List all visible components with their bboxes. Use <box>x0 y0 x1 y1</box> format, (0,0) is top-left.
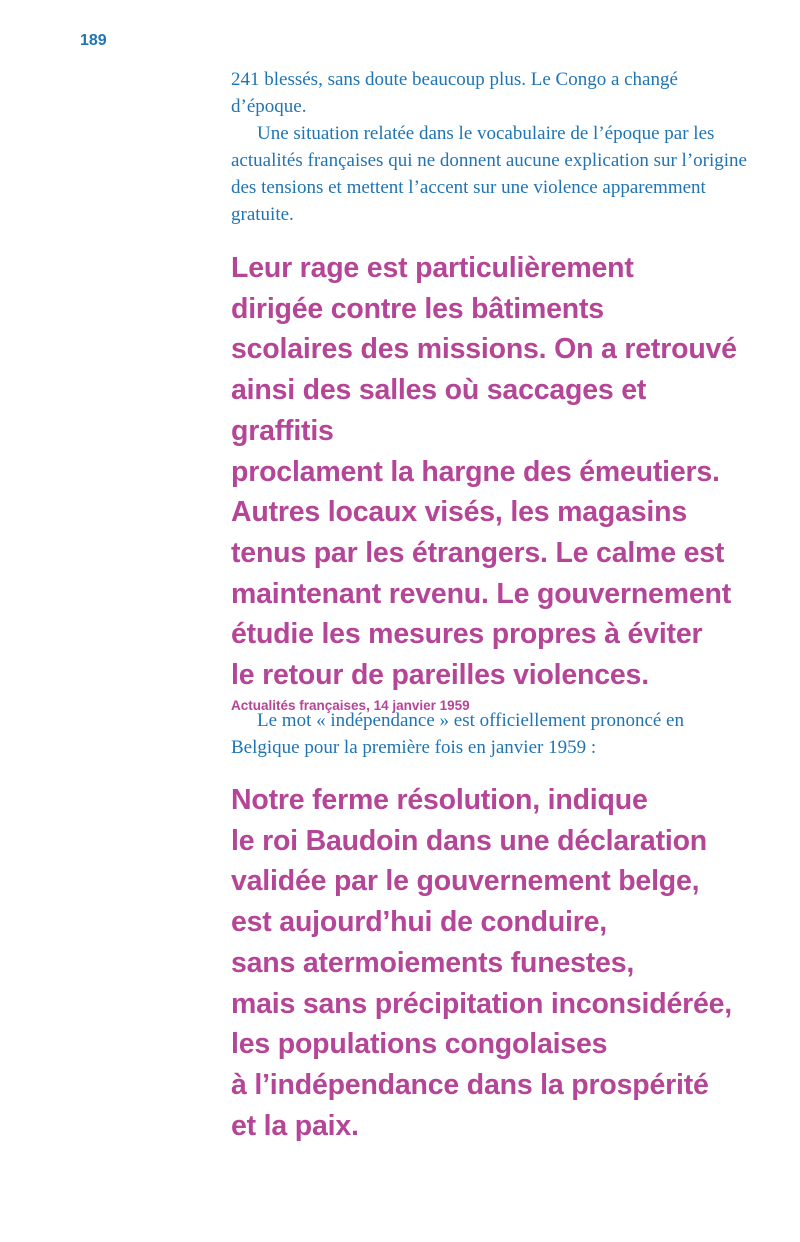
quote-king-text: Notre ferme résolution, indique le roi Baudoin dans une déclaration validée par le gouvernement belge, est aujourd’hui de conduire, sans atermoiements funestes, mais sans précipitation inconsidérée, les populations congolaises à l’indépendance dans la prospérité et la paix. <box>231 784 733 1142</box>
quote-news-text: Leur rage est particulièrement dirigée contre les bâtiments scolaires des missions. On a retrouvé ainsi des salles où saccages et graffitis proclament la hargne des émeutiers. Autres locaux visés, les magasins tenus par les étrangers. Le calme est maintenant revenu. Le gouvernement étudie les mesures propres à éviter le retour de pareilles violences. <box>231 252 737 692</box>
quote-news-source: Actualités françaises, 14 janvier 1959 <box>231 697 470 713</box>
independence-text-block <box>231 707 756 761</box>
paragraph-independence: Le mot « indépendance » est officiellement prononcé en Belgique pour la première fois en janvier 1959 : <box>231 710 684 758</box>
quote-block-king <box>231 780 756 1146</box>
paragraph-news-context: Une situation relatée dans le vocabulaire de l’époque par les actualités françaises qui ne donnent aucune explication sur l’origine des tensions et mettent l’accent sur une violence apparemment gratuite. <box>231 123 747 225</box>
page-number: 189 <box>80 32 107 49</box>
paragraph-continued: 241 blessés, sans doute beaucoup plus. Le Congo a changé d’époque. <box>231 69 678 117</box>
quote-block-news <box>231 248 756 715</box>
intro-text-block <box>231 66 756 228</box>
